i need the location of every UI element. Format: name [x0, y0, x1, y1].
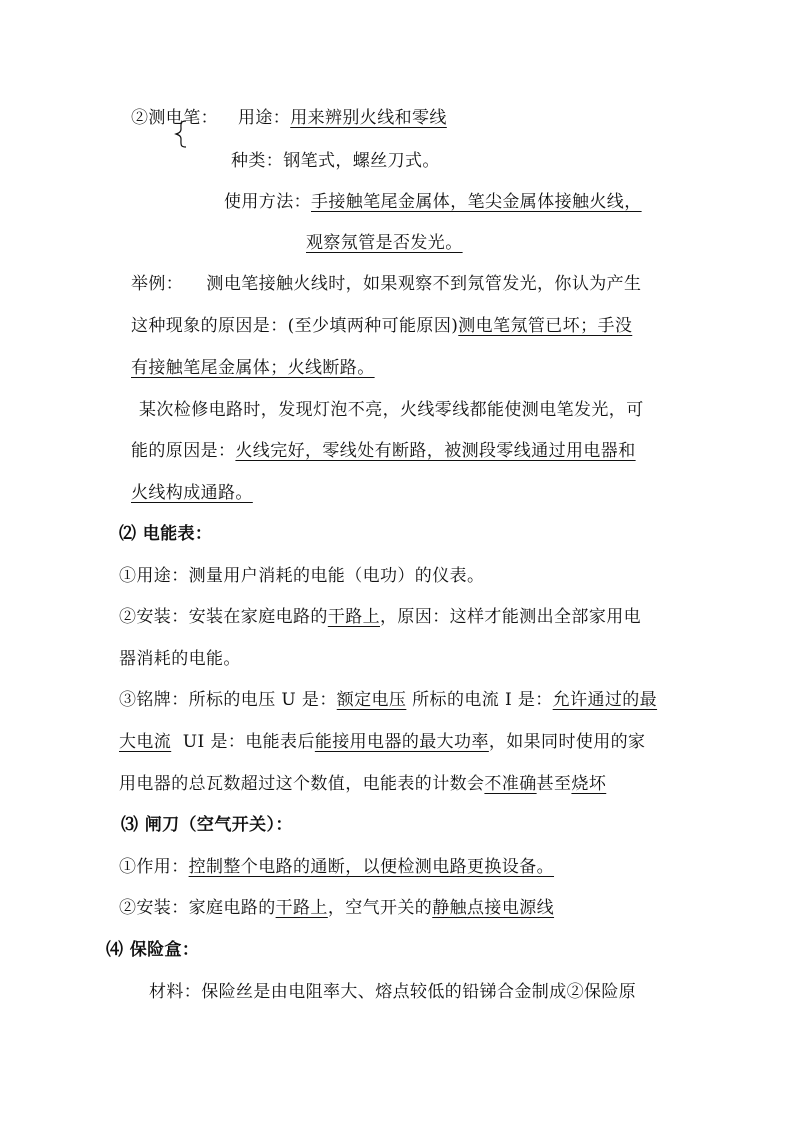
example2-line2-question: 能的原因是： [131, 441, 236, 461]
meter-install-answer: 干路上 [327, 607, 381, 627]
meter-plate-inaccurate: 不准确 [484, 774, 537, 794]
example2-line3: 火线构成通路。 [131, 483, 253, 503]
example1-line2-question: 这种现象的原因是：(至少填两种可能原因) [131, 316, 459, 336]
meter-install-reason: ，原因：这样才能测出全部家用电 [380, 607, 642, 627]
fuse-heading: ⑷ 保险盒： [106, 940, 200, 960]
example1-line1: 举例： 测电笔接触火线时，如果观察不到氖管发光，你认为产生 [131, 274, 642, 294]
switch-use-answer: 控制整个电路的通断，以便检测电路更换设备。 [188, 857, 555, 877]
meter-plate-voltage-label: ③铭牌：所标的电压 U 是： [119, 690, 337, 710]
meter-plate-line1 [119, 688, 657, 712]
switch-install-label: ②安装：家庭电路的 [119, 898, 276, 918]
meter-plate-current-answer-1: 允许通过的最 [552, 690, 658, 710]
switch-install [119, 896, 554, 920]
example1-line2-answer: 测电笔氖管已坏；手没 [458, 316, 633, 336]
switch-install-contact: 静触点接电源线 [432, 898, 555, 918]
meter-install-text: ②安装：安装在家庭电路的 [119, 607, 328, 627]
example2-line2 [131, 439, 636, 463]
example1-line3: 有接触笔尾金属体；火线断路。 [131, 358, 375, 378]
meter-heading: ⑵ 电能表： [119, 524, 213, 544]
switch-use-label: ①作用： [119, 857, 189, 877]
pen-method-value-1: 手接触笔尾金属体，笔尖金属体接触火线， [311, 192, 642, 212]
meter-use: ①用途：测量用户消耗的电能（电功）的仪表。 [119, 566, 485, 586]
pen-usage-value: 用来辨别火线和零线 [290, 108, 447, 128]
pen-label: ②测电笔： [131, 108, 218, 128]
meter-plate-line2 [119, 730, 645, 754]
switch-install-answer: 干路上 [275, 898, 328, 918]
pen-usage-label: 用途： [238, 108, 291, 128]
meter-plate-current-label: 所标的电流 I 是： [406, 690, 553, 710]
meter-plate-note: ，如果同时使用的家 [488, 732, 646, 752]
switch-heading: ⑶ 闸刀（空气开关）： [121, 815, 293, 835]
switch-install-text: ，空气开关的 [327, 898, 433, 918]
meter-install [119, 605, 641, 629]
example2-line2-answer: 火线完好，零线处有断路，被测段零线通过用电器和 [235, 441, 636, 461]
meter-plate-burn: 烧坏 [571, 774, 607, 794]
meter-plate-voltage-answer: 额定电压 [336, 690, 407, 710]
example1-line2 [131, 314, 632, 338]
pen-types: 种类：钢笔式，螺丝刀式。 [231, 151, 440, 171]
pen-method-value-2: 观察氖管是否发光。 [306, 233, 463, 253]
meter-plate-line3 [119, 772, 606, 796]
meter-install-cont: 器消耗的电能。 [119, 649, 241, 669]
meter-plate-ui-answer: 能接用电器的最大功率 [314, 732, 489, 752]
brace-icon [174, 120, 196, 148]
meter-plate-current-answer-2: 大电流 [119, 732, 172, 752]
example2-line1: 某次检修电路时，发现灯泡不亮，火线零线都能使测电笔发光，可 [139, 400, 644, 420]
switch-use [119, 855, 554, 879]
meter-plate-even: 甚至 [536, 774, 572, 794]
pen-usage [238, 106, 447, 130]
meter-plate-ui-label: UI 是：电能表后 [171, 732, 315, 752]
fuse-material: 材料：保险丝是由电阻率大、熔点较低的铅锑合金制成②保险原 [149, 982, 637, 1002]
pen-method [224, 190, 642, 214]
meter-plate-note-cont: 用电器的总瓦数超过这个数值，电能表的计数会 [119, 774, 485, 794]
pen-method-label: 使用方法： [224, 192, 311, 212]
